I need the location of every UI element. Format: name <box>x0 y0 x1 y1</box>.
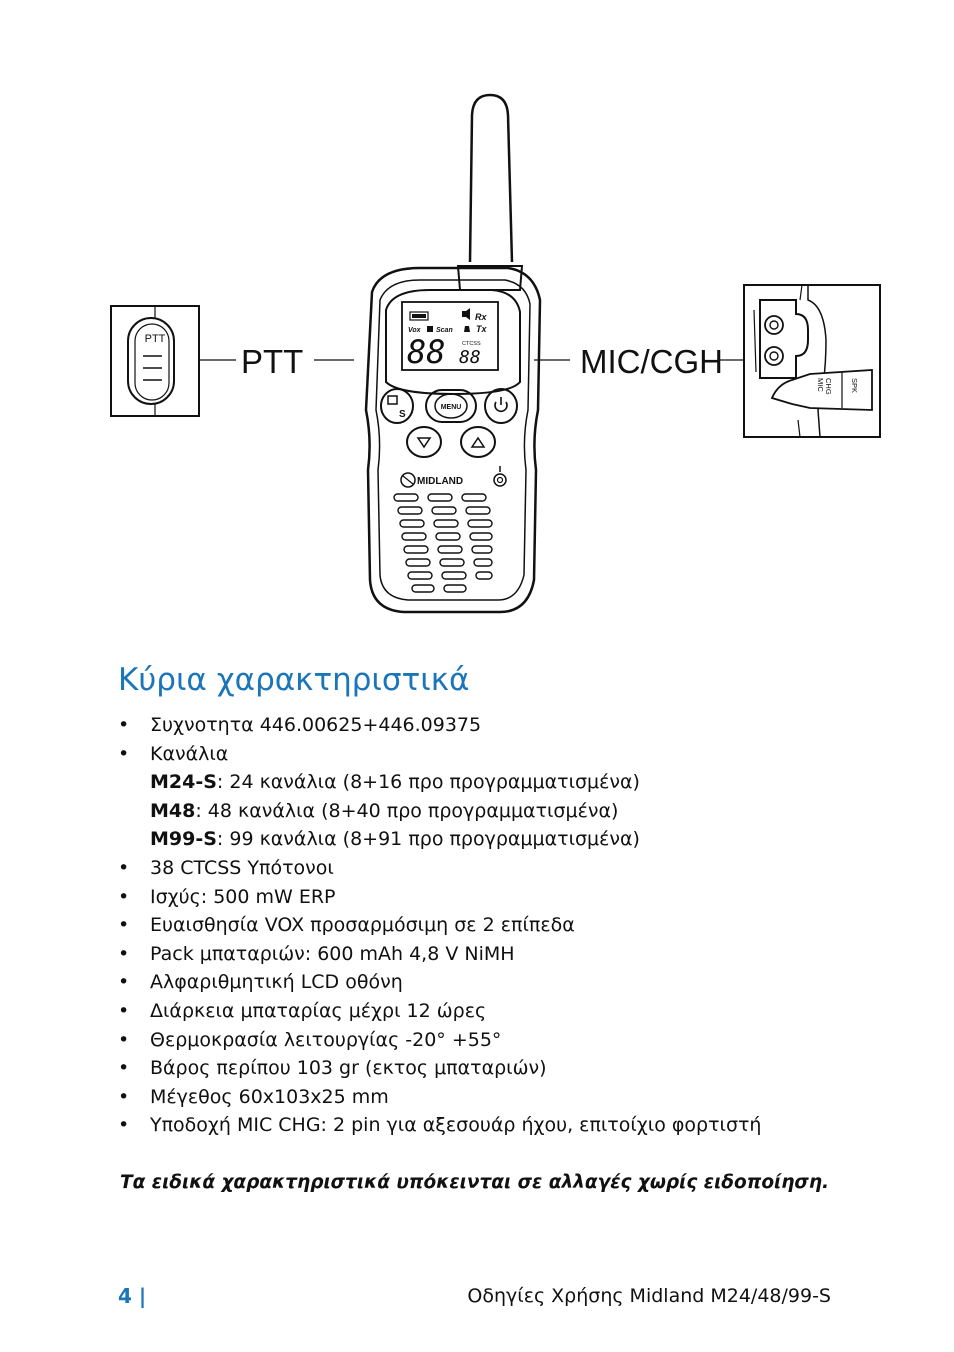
bullet: • <box>118 714 130 736</box>
lcd-big-digits: 88 <box>407 333 446 371</box>
radio-body <box>366 268 540 612</box>
list-item <box>118 1026 878 1055</box>
bullet: • <box>118 914 130 937</box>
channel-text: : 48 κανάλια (8+40 προ προγραμματισμένα) <box>195 799 619 822</box>
list-item <box>118 1083 878 1112</box>
key-s: S <box>399 409 406 420</box>
channel-line <box>150 825 878 854</box>
antenna <box>458 95 522 290</box>
list-item <box>118 1111 878 1140</box>
channel-text: : 24 κανάλια (8+16 προ προγραμματισμένα) <box>216 771 640 794</box>
feature-text: Αλφαριθμητική LCD οθόνη <box>150 971 403 994</box>
ptt-button-label: PTT <box>144 333 166 345</box>
bullet: • <box>118 742 130 765</box>
channel-text: : 99 κανάλια (8+91 προ προγραμματισμένα) <box>216 828 640 851</box>
list-item <box>118 997 878 1026</box>
section-title: Κύρια χαρακτηριστικά <box>118 662 470 698</box>
ptt-detail <box>111 306 199 416</box>
list-item <box>118 711 878 740</box>
footer-title: Οδηγίες Χρήσης Midland M24/48/99-S <box>467 1285 831 1307</box>
lcd-small-digits: 88 <box>459 347 481 368</box>
list-item <box>118 911 878 940</box>
lcd-tx: Tx <box>476 324 487 334</box>
speaker-grille <box>394 494 492 592</box>
lcd-vox: Vox <box>408 327 421 334</box>
bullet: • <box>118 999 130 1022</box>
list-item <box>118 854 878 883</box>
feature-text: Κανάλια <box>150 742 229 765</box>
bullet: • <box>118 885 130 908</box>
channel-line <box>150 768 878 797</box>
feature-text: Διάρκεια μπαταρίας μέχρι 12 ώρες <box>150 999 487 1022</box>
list-item <box>118 883 878 912</box>
mic-chg-detail <box>744 285 880 437</box>
feature-text: Υποδοχή MIC CHG: 2 pin για αξεσουάρ ήχου, επιτοίχιο φορτιστή <box>150 1114 762 1137</box>
bullet: • <box>118 1085 130 1108</box>
feature-text: Βάρος περίπου 103 gr (εκτος μπαταριών) <box>150 1057 547 1080</box>
feature-text: Ισχύς: 500 mW ERP <box>150 885 336 908</box>
disclaimer-note: Τα ειδικά χαρακτηριστικά υπόκεινται σε αλλαγές χωρίς ειδοποίηση. <box>120 1172 830 1193</box>
radio-diagram <box>0 0 954 640</box>
features-list <box>118 711 878 1140</box>
feature-text: 38 CTCSS Υπότονοι <box>150 856 334 879</box>
bullet: • <box>118 1114 130 1137</box>
lcd-ctcss: CTCSS <box>462 341 481 347</box>
list-item <box>118 940 878 969</box>
model-name: M99-S <box>150 828 217 851</box>
list-item <box>118 740 878 854</box>
page-number: 4 | <box>118 1284 147 1308</box>
feature-text: Ευαισθησία VOX προσαρμόσιμη σε 2 επίπεδα <box>150 914 575 937</box>
jack-spk-label: SPK <box>850 378 859 394</box>
model-name: M48 <box>150 799 196 822</box>
lcd-rx: Rx <box>475 312 487 322</box>
model-name: M24-S <box>150 771 217 794</box>
feature-text: Θερμοκρασία λειτουργίας -20° +55° <box>150 1028 502 1051</box>
lcd-scan: Scan <box>436 327 453 334</box>
jack-mic-label: MIC <box>816 378 825 392</box>
mic-chg-callout: MIC/CGH <box>580 343 723 380</box>
ptt-callout: PTT <box>241 343 304 380</box>
feature-text: Συχνοτητα 446.00625+446.09375 <box>150 714 482 736</box>
bullet: • <box>118 971 130 994</box>
brand-label: MIDLAND <box>417 476 464 487</box>
key-menu: MENU <box>440 404 462 411</box>
bullet: • <box>118 1057 130 1080</box>
feature-text: Pack μπαταριών: 600 mAh 4,8 V NiMH <box>150 942 515 965</box>
bullet: • <box>118 856 130 879</box>
list-item <box>118 968 878 997</box>
bullet: • <box>118 942 130 965</box>
list-item <box>118 1054 878 1083</box>
bullet: • <box>118 1028 130 1051</box>
jack-chg-label: CHG <box>824 378 833 395</box>
channel-line <box>150 797 878 826</box>
feature-text: Μέγεθος 60x103x25 mm <box>150 1085 389 1108</box>
